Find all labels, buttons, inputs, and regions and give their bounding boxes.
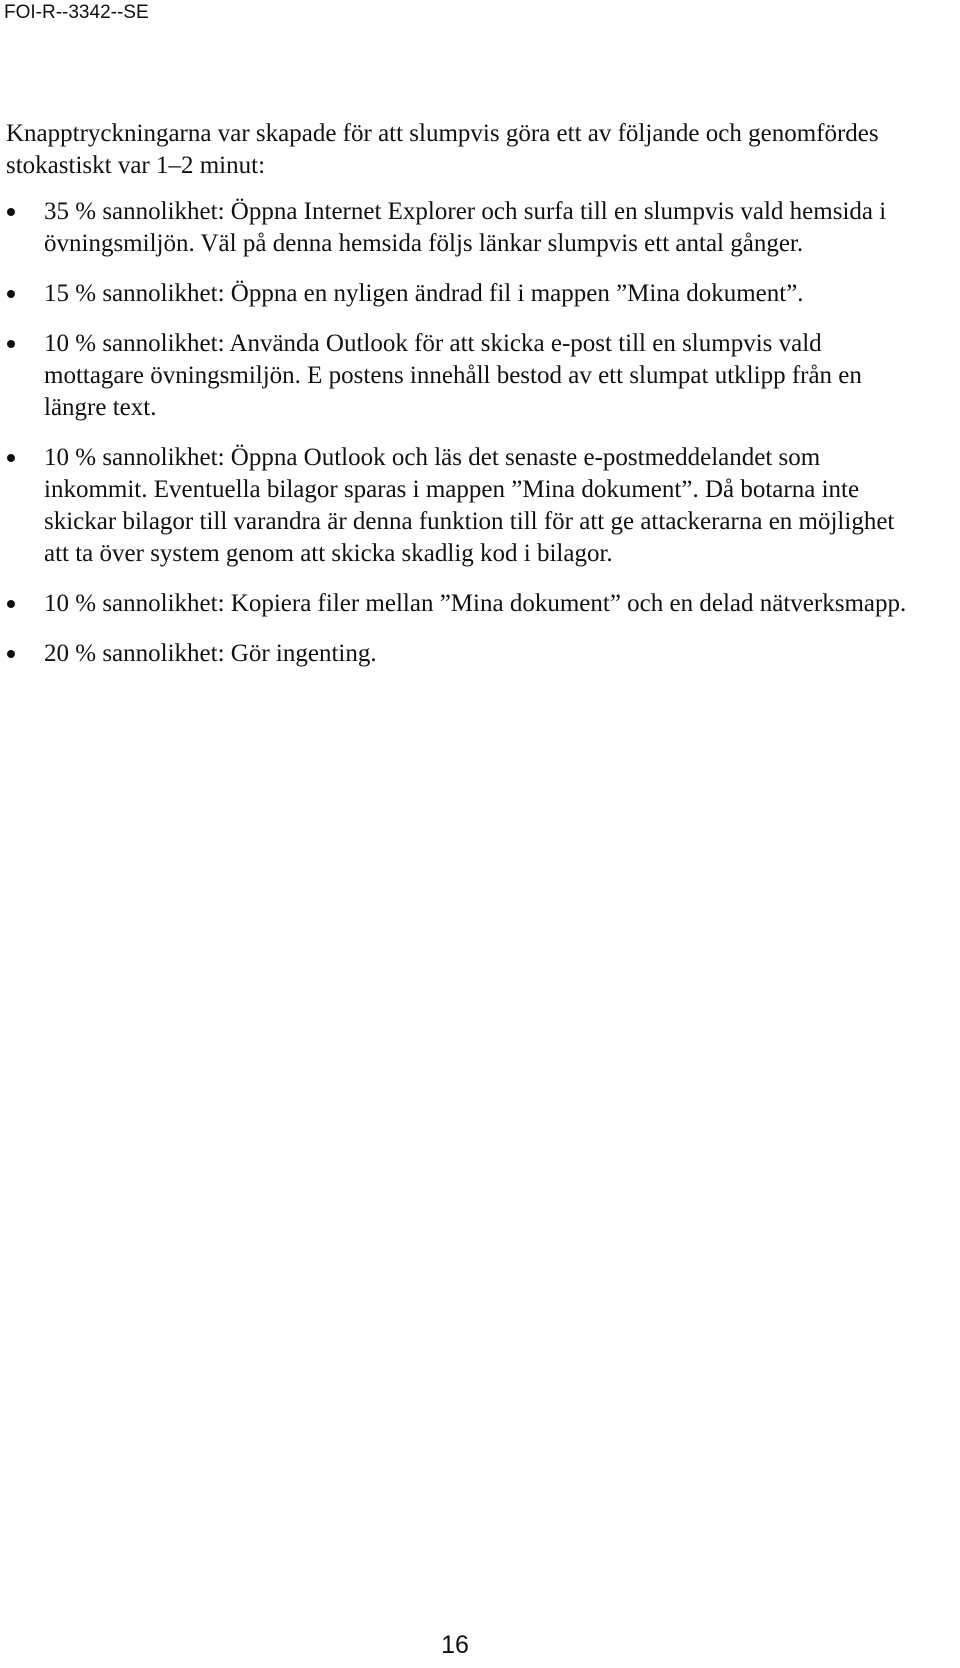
list-item <box>0 442 920 570</box>
list-item-text: 10 % sannolikhet: Använda Outlook för att skicka e-post till en slumpvis vald mottagare övningsmiljön. E postens innehåll bestod av ett slumpat utklipp från en längre text. <box>44 330 862 421</box>
bullet-list <box>0 196 920 688</box>
list-item-text: 20 % sannolikhet: Gör ingenting. <box>44 640 377 667</box>
bullet-icon <box>7 600 15 608</box>
bullet-icon <box>7 208 15 216</box>
bullet-icon <box>7 340 15 348</box>
bullet-icon <box>7 290 15 298</box>
list-item-text: 10 % sannolikhet: Kopiera filer mellan ”Mina dokument” och en delad nätverksmapp. <box>44 590 907 617</box>
list-item <box>0 196 920 260</box>
intro-paragraph: Knapptryckningarna var skapade för att slumpvis göra ett av följande och genomfördes stokastiskt var 1–2 minut: <box>6 120 879 179</box>
list-item <box>0 278 920 310</box>
list-item-text: 10 % sannolikhet: Öppna Outlook och läs det senaste e-postmeddelandet som inkommit. Eventuella bilagor sparas i mappen ”Mina dokument”. Då botarna inte skickar bilagor till varandra är denna funktion till för att ge attackerarna en möjlighet att ta över system genom att skicka skadlig kod i bilagor. <box>44 444 895 567</box>
list-item <box>0 588 920 620</box>
list-item-text: 15 % sannolikhet: Öppna en nyligen ändrad fil i mappen ”Mina dokument”. <box>44 280 804 307</box>
list-item <box>0 638 920 670</box>
bullet-icon <box>7 454 15 462</box>
list-item <box>0 328 920 424</box>
bullet-icon <box>7 650 15 658</box>
document-id-header: FOI-R--3342--SE <box>4 2 149 23</box>
page-number: 16 <box>441 1631 469 1659</box>
list-item-text: 35 % sannolikhet: Öppna Internet Explorer och surfa till en slumpvis vald hemsida i övningsmiljön. Väl på denna hemsida följs länkar slumpvis ett antal gånger. <box>44 198 887 257</box>
